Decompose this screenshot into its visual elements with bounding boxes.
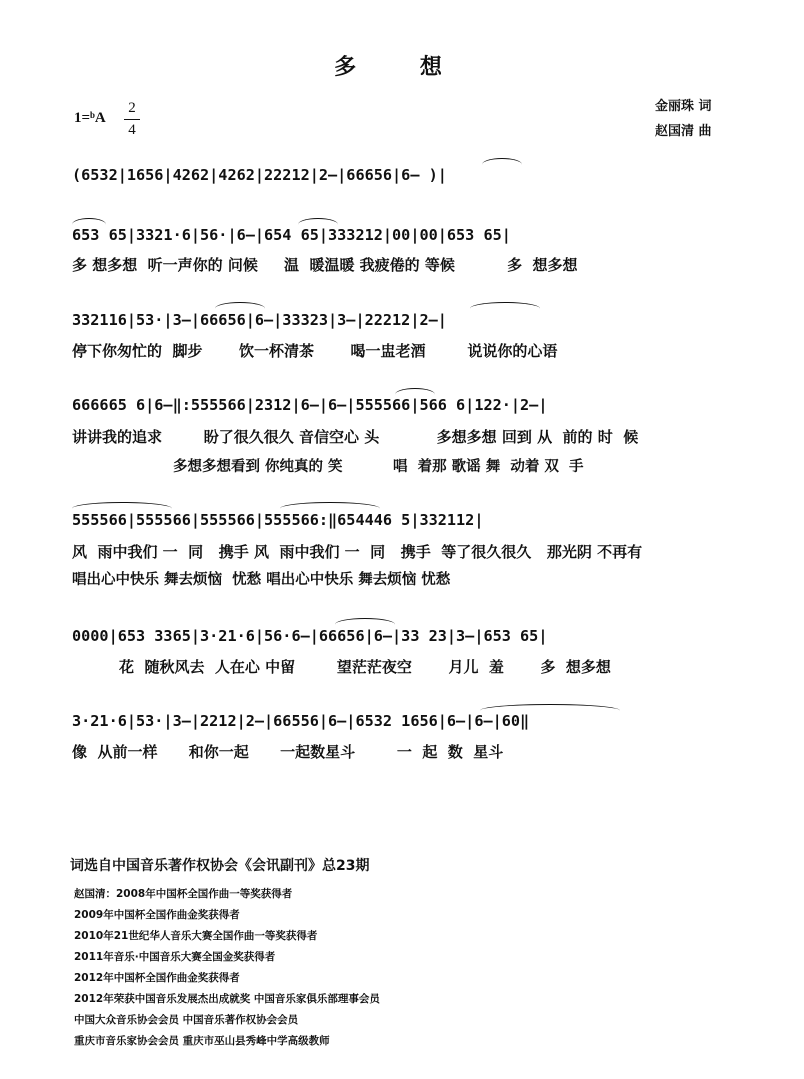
lyrics-line-7: 像 从前一样 和你一起 一起数星斗 一 起 数 星斗 xyxy=(72,743,504,761)
lyrics-line-4: 讲讲我的追求 盼了很久很久 音信空心 头 多想多想 回到 从 前的 时 候 xyxy=(72,428,639,446)
composer-bio-line: 2012年中国杯全国作曲金奖获得者 xyxy=(74,972,240,984)
slur xyxy=(482,158,522,171)
composer-credit: 赵国清 曲 xyxy=(655,124,712,139)
slur xyxy=(72,218,106,231)
slur xyxy=(280,502,380,515)
composer-bio-line: 2010年21世纪华人音乐大赛全国作曲一等奖获得者 xyxy=(74,930,318,942)
time-signature xyxy=(124,100,140,139)
lyrics-line-2: 多 想多想 听一声你的 问候 温 暖温暖 我疲倦的 等候 多 想多想 xyxy=(72,256,578,274)
notation-line-2: 653 65|3321·6|56·|6—|654 65|333212|00|00|653 65| xyxy=(72,226,511,244)
lyrics-line-3: 停下你匆忙的 脚步 饮一杯清茶 喝一盅老酒 说说你的心语 xyxy=(72,342,558,360)
lyrics-line-6: 花 随秋风去 人在心 中留 望茫茫夜空 月儿 羞 多 想多想 xyxy=(72,658,611,676)
time-signature-top: 2 xyxy=(128,100,136,116)
slur xyxy=(72,502,172,515)
notation-line-5: 555566|555566|555566|555566:‖654446 5|332112| xyxy=(72,511,484,529)
notation-line-1: (6532|1656|4262|4262|22212|2—|66656|6— )| xyxy=(72,166,447,184)
notation-line-7: 3·21·6|53·|3—|2212|2—|66556|6—|6532 1656|6—|6—|60‖ xyxy=(72,712,530,730)
notation-line-3: 332116|53·|3—|66656|6—|33323|3—|22212|2—| xyxy=(72,311,447,329)
slur xyxy=(395,388,435,401)
slur xyxy=(480,704,620,717)
notation-line-4: 666665 6|6—‖:555566|2312|6—|6—|555566|566 6|122·|2—| xyxy=(72,396,548,414)
song-title: 多 想 xyxy=(334,54,470,80)
notation-line-6: 0000|653 3365|3·21·6|56·6—|66656|6—|33 23|3—|653 65| xyxy=(72,627,548,645)
composer-bio-line: 赵国清：2008年中国杯全国作曲一等奖获得者 xyxy=(74,888,293,900)
composer-bio-line: 中国大众音乐协会会员 中国音乐著作权协会会员 xyxy=(74,1014,299,1026)
slur xyxy=(298,218,338,231)
lyrics-line-4-verse-2: 多想多想看到 你纯真的 笑 唱 着那 歌谣 舞 动着 双 手 xyxy=(72,459,584,475)
lyrics-line-5-verse-2: 唱出心中快乐 舞去烦恼 忧愁 唱出心中快乐 舞去烦恼 忧愁 xyxy=(72,572,451,588)
lyrics-line-5: 风 雨中我们 一 同 携手 风 雨中我们 一 同 携手 等了很久很久 那光阴 不再有 xyxy=(72,543,643,561)
slur xyxy=(470,302,540,315)
composer-bio-line: 2009年中国杯全国作曲金奖获得者 xyxy=(74,909,240,921)
composer-bio-line: 重庆市音乐家协会会员 重庆市巫山县秀峰中学高级教师 xyxy=(74,1035,330,1047)
composer-bio-line: 2012年荣获中国音乐发展杰出成就奖 中国音乐家俱乐部理事会员 xyxy=(74,993,380,1005)
slur xyxy=(215,302,265,315)
slur xyxy=(335,618,395,631)
key-signature: 1=ᵇA xyxy=(74,110,106,126)
time-signature-bottom: 4 xyxy=(128,122,136,138)
composer-bio-line: 2011年音乐·中国音乐大赛全国金奖获得者 xyxy=(74,951,276,963)
lyricist-credit: 金丽珠 词 xyxy=(655,99,712,114)
lyrics-source-note: 词选自中国音乐著作权协会《会讯副刊》总23期 xyxy=(70,858,370,874)
